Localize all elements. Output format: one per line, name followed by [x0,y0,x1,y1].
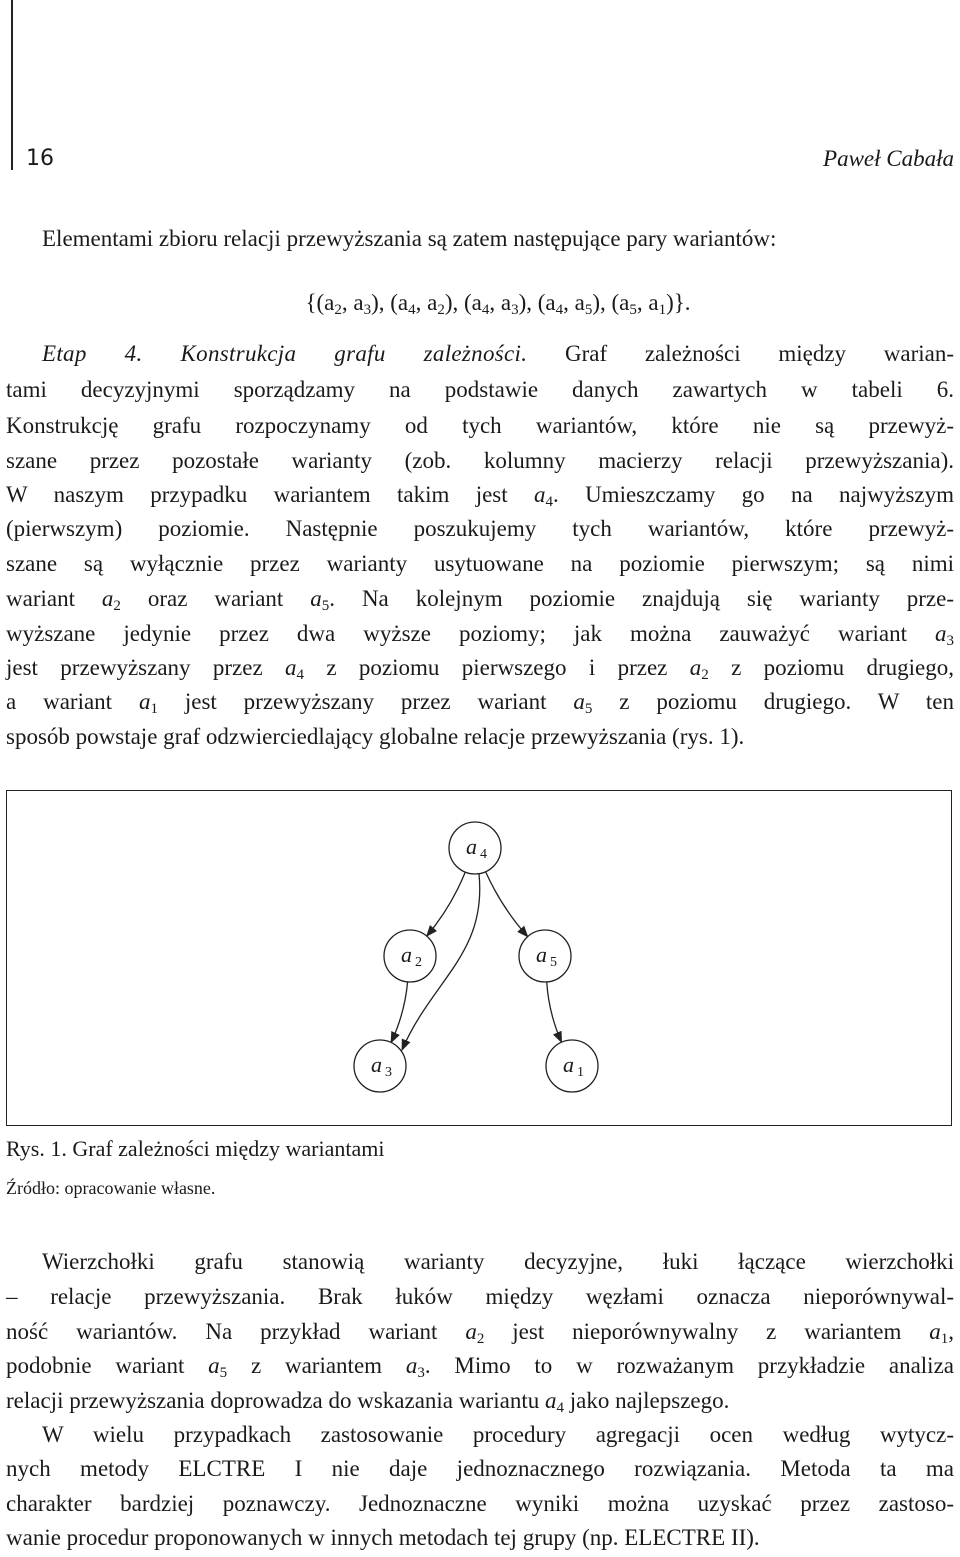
running-header-author: Paweł Cabała [823,146,954,171]
paragraph-line: Etap 4. Konstrukcja grafu zależności. Graf zależności między warian- [42,341,954,366]
graph-node-label: a 5 [536,942,557,970]
paragraph-line: W naszym przypadku wariantem takim jest $a_4$. Umieszczamy go na najwyższym [6,482,954,510]
paragraph-line: podobnie wariant $a_5$ z wariantem $a_3$. Mimo to w rozważanym przykładzie analiza [6,1353,954,1381]
graph-edge-a5-a1 [547,982,562,1042]
graph-node-a5 [519,930,571,982]
graph-node-label: a 2 [401,942,422,970]
relation-set-formula: {($a_2$, $a_3$), ($a_4$, $a_2$), ($a_4$, $a_3$), ($a_4$, $a_5$), ($a_5$, $a_1$)}. [305,290,691,318]
paragraph-line: tami decyzyjnymi sporządzamy na podstawie danych zawartych w tabeli 6. [6,377,954,402]
paragraph-line: jest przewyższany przez $a_4$ z poziomu pierwszego i przez $a_2$ z poziomu drugiego, [6,655,954,683]
graph-node-a4 [449,822,501,874]
page-number: 16 [26,146,54,171]
paragraph-line: wyższane jedynie przez dwa wyższe poziomy; jak można zauważyć wariant $a_3$ [6,621,954,649]
paragraph-line: (pierwszym) poziomie. Następnie poszukujemy tych wariantów, które przewyż- [6,516,954,541]
paragraph-line: Konstrukcję grafu rozpoczynamy od tych wariantów, które nie są przewyż- [6,413,954,438]
paragraph-line: sposób powstaje graf odzwierciedlający globalne relacje przewyższania (rys. 1). [6,724,745,749]
paragraph-line: ność wariantów. Na przykład wariant $a_2$ jest nieporównywalny z wariantem $a_1$, [6,1319,955,1347]
paragraph-line: Wierzchołki grafu stanowią warianty decyzyjne, łuki łączące wierzchołki [42,1249,954,1274]
paragraph-line: wanie procedur proponowanych w innych metodach tej grupy (np. ELECTRE II). [6,1525,760,1550]
paragraph-line: charakter bardziej poznawczy. Jednoznaczne wyniki można uzyskać przez zastoso- [6,1491,954,1516]
figure-caption: Rys. 1. Graf zależności między wariantami [6,1136,385,1161]
graph-node-a3 [354,1040,406,1092]
graph-node-label: a 1 [563,1052,584,1080]
paragraph-line: wariant $a_2$ oraz wariant $a_5$. Na kolejnym poziomie znajdują się warianty prze- [6,586,954,614]
graph-node-a1 [546,1040,598,1092]
paragraph-line: a wariant $a_1$ jest przewyższany przez wariant $a_5$ z poziomu drugiego. W ten [6,689,955,717]
graph-edge-a2-a3 [391,982,408,1043]
paragraph-line: szane są wyłącznie przez warianty usytuowane na poziomie pierwszym; są nimi [6,551,954,576]
paragraph-line: relacji przewyższania doprowadza do wskazania wariantu $a_4$ jako najlepszego. [6,1388,730,1416]
graph-node-label: a 3 [371,1052,392,1080]
graph-node-a2 [384,930,436,982]
section-run-in-heading: Etap 4. Konstrukcja grafu zależności. [42,341,528,366]
figure-source: Źródło: opracowanie własne. [6,1178,216,1198]
paragraph-line: szane przez pozostałe warianty (zob. kolumny macierzy relacji przewyższania). [6,448,954,473]
paragraph-line: nych metody ELCTRE I nie daje jednoznacznego rozwiązania. Metoda ta ma [6,1456,954,1481]
graph-edge-a4-a2 [427,872,466,936]
intro-sentence: Elementami zbioru relacji przewyższania są zatem następujące pary wariantów: [42,226,777,251]
graph-edge-a4-a5 [486,872,528,937]
paragraph-line: W wielu przypadkach zastosowanie procedury agregacji ocen według wytycz- [42,1422,954,1447]
graph-node-label: a 4 [466,834,487,862]
paragraph-line: – relacje przewyższania. Brak łuków między węzłami oznacza nieporównywal- [6,1284,954,1309]
